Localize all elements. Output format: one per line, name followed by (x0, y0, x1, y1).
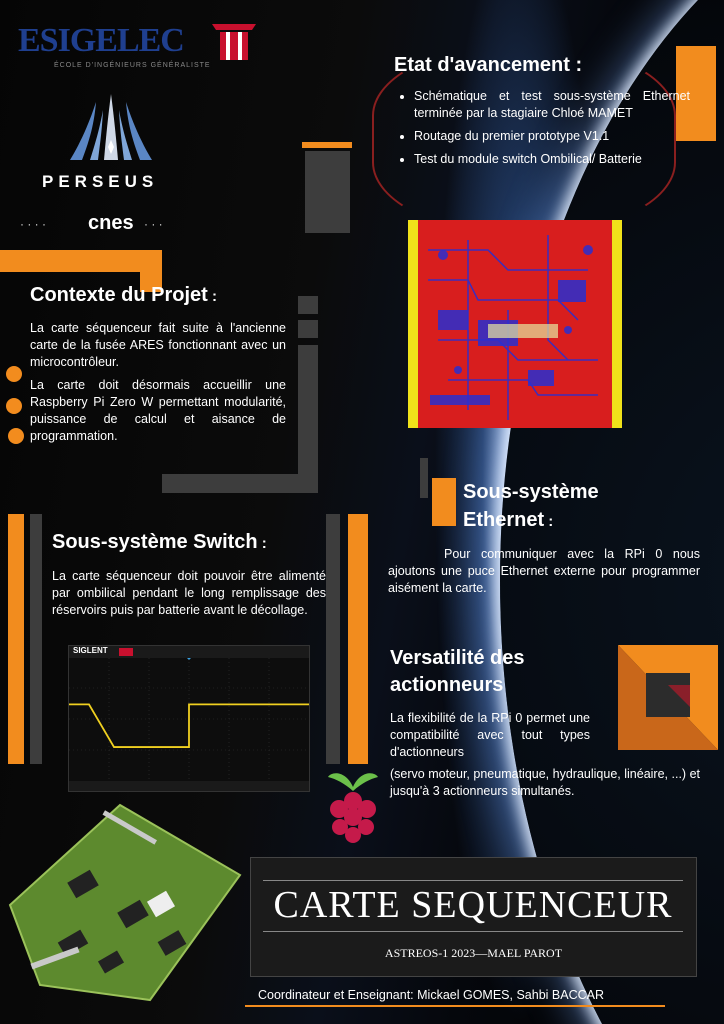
deco-orange-ethernet-bracket (432, 478, 456, 526)
footer-credits: Coordinateur et Enseignant: Mickael GOMES, Sahbi BACCAR (258, 988, 604, 1002)
esigelec-emblem-icon (210, 16, 258, 62)
oscilloscope-brand: SIGLENT (73, 646, 108, 655)
actuators-text-narrow: La flexibilité de la RPi 0 permet une compatibilité avec tout types d'actionneurs (390, 711, 590, 759)
progress-item: • Schématique et test sous-système Ethernet terminée par la stagiaire Chloé MAMET (414, 88, 690, 122)
context-paragraph: La carte séquenceur fait suite à l'ancienne carte de la fusée ARES fonctionnant avec un microcontrôleur. (30, 321, 286, 369)
deco-grey-square-1 (298, 296, 318, 314)
progress-item: • Test du module switch Ombilical/ Batterie (414, 151, 690, 168)
deco-orange-bracket-context-top (0, 250, 162, 272)
oscilloscope-header (69, 646, 309, 658)
title-block-frame (263, 880, 683, 932)
deco-grey-l-vertical (298, 345, 318, 493)
deco-grey-left-strip (30, 514, 42, 764)
oscilloscope-brand-badge (119, 648, 133, 656)
deco-orange-left-strip (8, 514, 24, 764)
deco-dot-2 (6, 398, 22, 414)
perseus-logo (30, 92, 200, 192)
switch-title (52, 531, 267, 554)
context-title (30, 284, 217, 307)
deco-triangle-graphic (618, 645, 718, 750)
ethernet-title-line2: Ethernet (463, 509, 545, 531)
deco-grey-square-2 (298, 320, 318, 338)
deco-orange-right-strip (348, 514, 368, 764)
context-title-text: Contexte du Projet (30, 284, 208, 306)
raspberry-pi-icon (318, 765, 388, 847)
rocket-logo-icon (66, 92, 156, 162)
actuators-title (390, 645, 525, 699)
oscilloscope-grid (69, 658, 309, 780)
esigelec-logo-text: ESIGELEC (18, 22, 184, 59)
esigelec-logo (18, 22, 248, 72)
cnes-logo-text: cnes (88, 212, 134, 234)
switch-text: La carte séquenceur doit pouvoir être alimenté par ombilical pendant le long remplissage des réservoirs puis par batterie avant le décollage. (52, 569, 326, 617)
oscilloscope-footer (69, 781, 309, 791)
deco-grey-block-mid (305, 151, 350, 233)
progress-title: Etat d'avancement : (394, 54, 583, 76)
progress-item: • Routage du premier prototype V1.1 (414, 128, 690, 145)
oscilloscope-trace (69, 704, 309, 747)
title-block (250, 857, 697, 977)
actuators-text-wide: (servo moteur, pneumatique, hydraulique, linéaire, ...) et jusqu'à 3 actionneurs simultanés. (390, 767, 700, 798)
perseus-logo-text: PERSEUS (42, 172, 159, 191)
deco-dot-3 (8, 428, 24, 444)
switch-title-suffix: : (257, 535, 267, 552)
pcb-layout-image (408, 220, 622, 428)
oscilloscope-screenshot (68, 645, 310, 792)
actuators-title-line2: actionneurs (390, 674, 504, 696)
deco-grey-right-strip (326, 514, 340, 764)
cnes-dots-right: · · · (144, 217, 163, 231)
poster-subtitle: ASTREOS-1 2023—MAEL PAROT (384, 946, 563, 960)
actuators-title-line1: Versatilité des (390, 647, 525, 669)
deco-orange-bar-mid (302, 142, 352, 148)
context-paragraph: La carte doit désormais accueillir une Raspberry Pi Zero W permettant modularité, puissance de calcul et aisance de programmation. (30, 378, 286, 443)
progress-list (380, 88, 690, 168)
deco-grey-ethernet-bracket (420, 458, 428, 498)
ethernet-title (463, 478, 599, 536)
deco-grey-l-horizontal (162, 474, 318, 493)
cnes-dots-left: · · · · (20, 217, 46, 231)
esigelec-tagline: ÉCOLE D'INGÉNIEURS GÉNÉRALISTE (54, 62, 211, 69)
poster-title: CARTE SEQUENCEUR (273, 884, 673, 926)
context-text (30, 320, 286, 451)
ethernet-title-line1: Sous-système (463, 481, 599, 503)
pcb-3d-render-image (0, 795, 245, 1005)
ethernet-title-suffix: : (544, 513, 554, 530)
ethernet-title-line2-wrap (463, 506, 599, 536)
context-title-suffix: : (207, 288, 217, 305)
deco-dot-1 (6, 366, 22, 382)
ethernet-text: Pour communiquer avec la RPi 0 nous ajoutons une puce Ethernet externe pour programmer aisément la carte. (388, 547, 700, 595)
footer-underline (245, 1005, 665, 1007)
cnes-logo (20, 212, 200, 238)
switch-title-text: Sous-système Switch (52, 531, 258, 553)
